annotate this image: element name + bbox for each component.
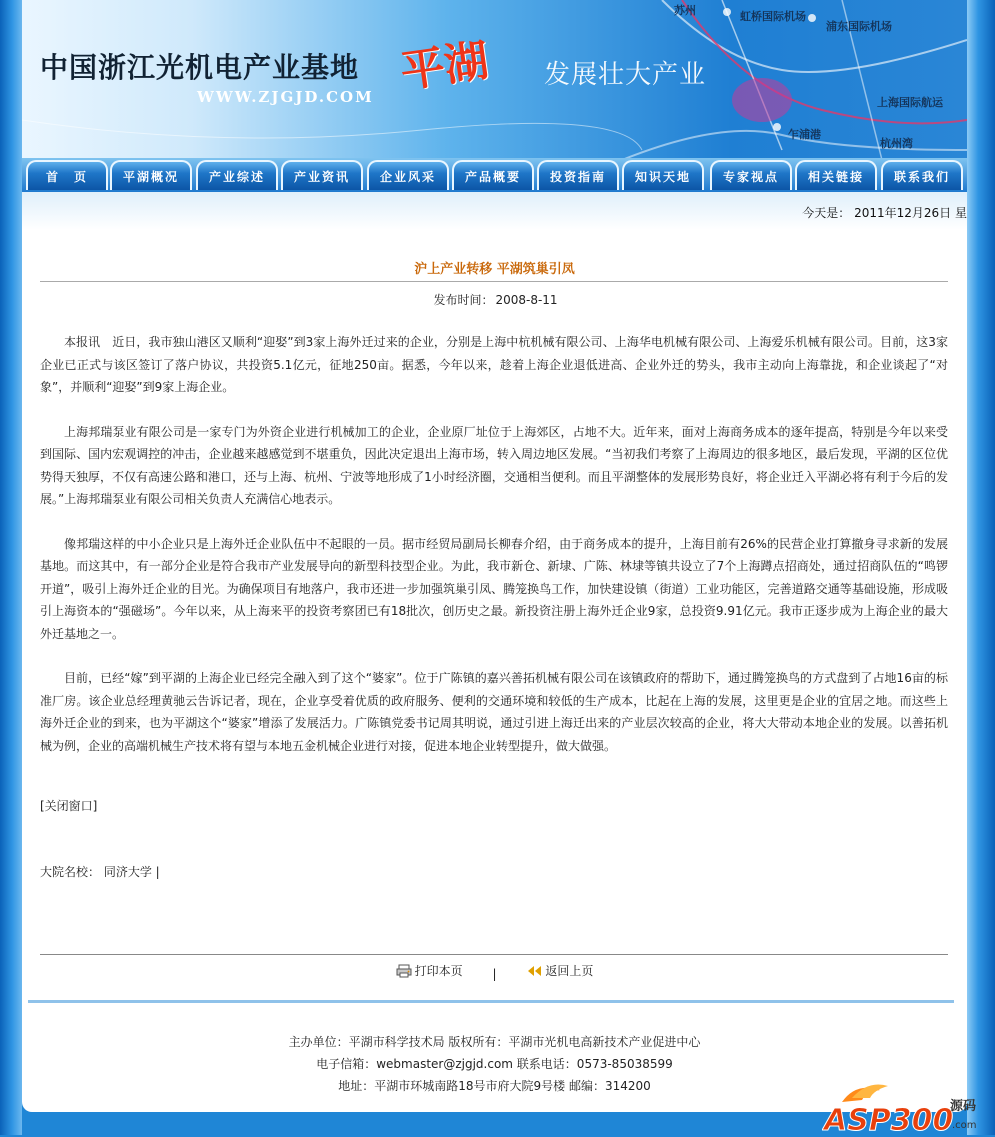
alma-mater [40, 863, 160, 880]
site-url: WWW.ZJGJD.COM [197, 88, 374, 106]
nav-links[interactable]: 相关链接 [795, 160, 877, 190]
article-paragraph: 本报讯 近日，我市独山港区又顺利“迎娶”到3家上海外迁过来的企业，分别是上海中杭机械有限公司、上海华电机械有限公司、上海爱乐机械有限公司。目前，这3家企业已正式与该区签订了落户协议，共投资5.1亿元，征地250亩。据悉，今年以来，趁着上海企业退低进高、企业外迁的势头，我市主动向上海靠拢，和企业谈起了“对象”，并顺利“迎娶”到9家上海企业。 [40, 335, 948, 394]
article-paragraph: 像邦瑞这样的中小企业只是上海外迁企业队伍中不起眼的一员。据市经贸局副局长柳春介绍，由于商务成本的提升，上海目前有26%的民营企业打算撤身寻求新的发展基地。而这其中，有一部分企业是符合我市产业发展导向的新型科技型企业。为此，我市新仓、新埭、广陈、林埭等镇共设立了7个上海蹲点招商处，通过招商队伍的“鸣锣开道”，吸引上海外迁企业的目光。为确保项目有地落户，我市还进一步加强筑巢引凤、腾笼换鸟工作，加快建设镇（街道）工业功能区，完善道路交通等基础设施，形成吸引上海资本的“强磁场”。今年以来，从上海来平的投资考察团已有18批次，创历史之最。新投资注册上海外迁企业9家，总投资9.91亿元。我市正逐步成为上海企业的最大外迁基地之一。 [40, 536, 948, 641]
article-paragraph: 上海邦瑞泵业有限公司是一家专门为外资企业进行机械加工的企业，企业原厂址位于上海郊区，占地不大。近年来，面对上海商务成本的逐年提高，特别是今年以来受到国际、国内宏观调控的冲击，企业越来越感觉到不堪重负，因此决定退出上海市场，转入周边地区发展。“当初我们考察了上海周边的很多地区，最后发现，平湖的区位优势得天独厚，不仅有高速公路和港口，还与上海、杭州、宁波等地形成了1小时经济圈，交通相当便利。而且平湖整体的发展形势良好，将企业迁入平湖必将有利于今后的发展。”上海邦瑞泵业有限公司相关负责人充满信心地表示。 [40, 424, 948, 506]
watermark-text: ASP300 [824, 1103, 954, 1134]
title-divider [40, 281, 948, 282]
print-label: 打印本页 [414, 964, 463, 978]
map-label-pudong: 浦东国际机场 [826, 20, 892, 33]
map-label-suzhou: 苏州 [674, 4, 696, 17]
article-title: 沪上产业转移 平湖筑巢引凤 [414, 262, 575, 277]
publish-label: 发布时间： [433, 293, 494, 307]
left-side-border [0, 0, 22, 1135]
slogan: 发展壮大产业 [544, 60, 707, 90]
map-label-hangzhou-bay: 杭州湾 [880, 137, 913, 150]
print-button[interactable] [396, 962, 463, 979]
nav-industry[interactable]: 产业综述 [196, 160, 278, 190]
back-arrows-icon [526, 964, 542, 978]
footer-divider [28, 1000, 954, 1003]
footer-sponsor: 主办单位：平湖市科学技术局 版权所有：平湖市光机电高新技术产业促进中心 [288, 1035, 701, 1049]
alma-label: 大院名校： [40, 865, 101, 879]
header-banner [22, 0, 967, 160]
article-body [40, 331, 948, 779]
footer-contact: 电子信箱：webmaster@zjgjd.com 联系电话：0573-85038599 [316, 1057, 673, 1071]
nav-overview[interactable]: 平湖概况 [110, 160, 192, 190]
printer-icon [396, 964, 412, 978]
back-label: 返回上页 [545, 964, 594, 978]
brand-script-logo: 平湖 [397, 35, 492, 98]
today-date: 今天是： 2011年12月26日 星 [802, 206, 967, 220]
main-nav [22, 158, 967, 192]
nav-experts[interactable]: 专家视点 [710, 160, 792, 190]
nav-invest[interactable]: 投资指南 [537, 160, 619, 190]
watermark-logo [822, 1080, 990, 1134]
watermark-suffix: .com [952, 1120, 977, 1131]
map-label-hongqiao: 虹桥国际机场 [740, 10, 806, 23]
watermark-graphic [822, 1080, 990, 1134]
page-tools [22, 962, 967, 981]
watermark-tag: 源码 [950, 1099, 977, 1114]
alma-value[interactable]: 同济大学 | [103, 865, 160, 879]
map-label-shanghai-port: 上海国际航运 [877, 96, 943, 109]
footer-address: 地址：平湖市环城南路18号市府大院9号楼 邮编：314200 [338, 1079, 651, 1093]
tools-divider [40, 954, 948, 955]
date-bar [22, 192, 967, 230]
tools-separator: | [492, 966, 497, 981]
back-button[interactable] [526, 962, 593, 979]
publish-time [22, 291, 967, 308]
site-title: 中国浙江光机电产业基地 [40, 51, 360, 84]
nav-knowledge[interactable]: 知识天地 [622, 160, 704, 190]
nav-news[interactable]: 产业资讯 [281, 160, 363, 190]
nav-enterprise[interactable]: 企业风采 [367, 160, 449, 190]
close-window-link[interactable]: [关闭窗口] [40, 799, 98, 813]
map-label-zhapu: 乍浦港 [788, 128, 821, 141]
page-container [22, 0, 967, 1112]
article-paragraph: 目前，已经“嫁”到平湖的上海企业已经完全融入到了这个“婆家”。位于广陈镇的嘉兴善拓机械有限公司在该镇政府的帮助下，通过腾笼换鸟的方式盘到了占地16亩的标准厂房。该企业总经理黄驰云告诉记者，现在，企业享受着优质的政府服务、便利的交通环境和较低的生产成本，比起在上海的发展，这里更是企业的宜居之地。而这些上海外迁企业的到来，也为平湖这个“婆家”增添了发展活力。广陈镇党委书记周其明说，通过引进上海迁出来的产业层次较高的企业，将大大带动本地企业的发展。以善拓机械为例，企业的高端机械生产技术将有望与本地五金机械企业进行对接，促进本地企业转型提升，做大做强。 [40, 671, 948, 753]
nav-products[interactable]: 产品概要 [452, 160, 534, 190]
nav-home[interactable]: 首 页 [26, 160, 108, 190]
nav-contact[interactable]: 联系我们 [881, 160, 963, 190]
publish-date: 2008-8-11 [495, 293, 558, 307]
right-side-border [967, 0, 995, 1135]
